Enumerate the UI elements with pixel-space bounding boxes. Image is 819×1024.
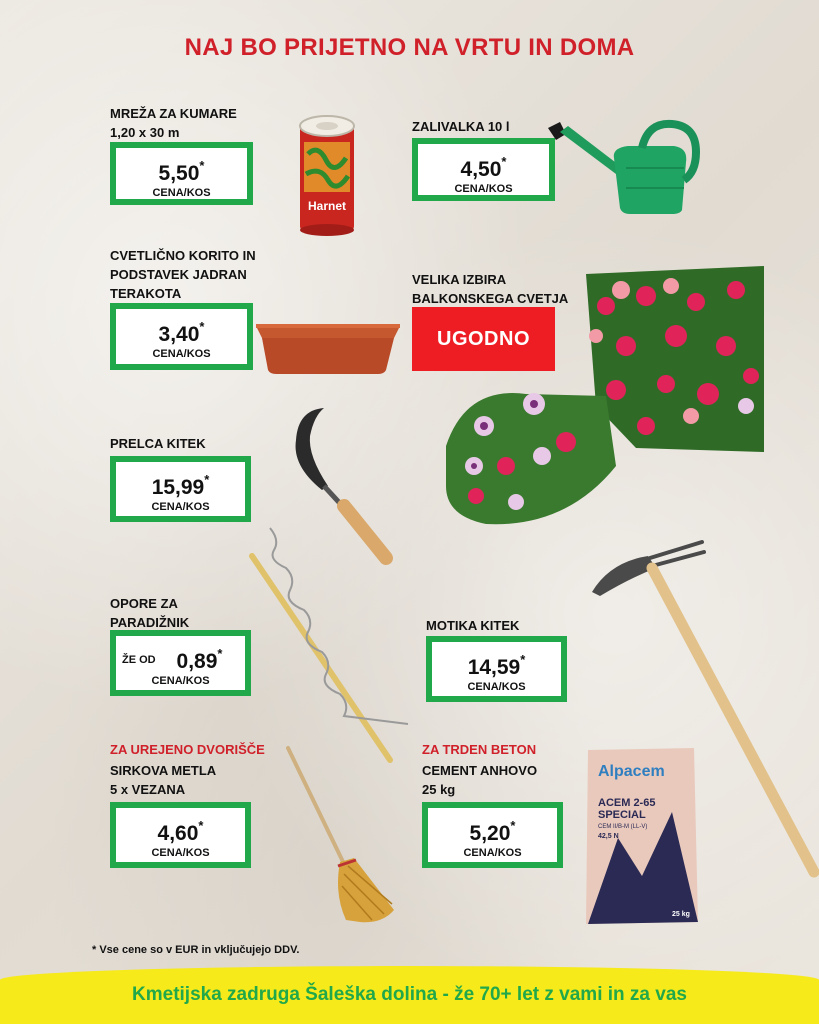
- product-name-line: CVETLIČNO KORITO IN: [110, 248, 256, 263]
- product-name-line: MREŽA ZA KUMARE: [110, 106, 237, 121]
- price-unit: CENA/KOS: [467, 681, 526, 693]
- product-name-line: CEMENT ANHOVO: [422, 763, 538, 778]
- bag-weight-text: 25 kg: [672, 911, 690, 918]
- product-name-cement: [422, 761, 537, 799]
- balcony-flowers-image: [446, 266, 766, 528]
- bag-text: CEM II/B-M (LL-V): [598, 824, 648, 830]
- product-name-korito: [110, 246, 256, 303]
- price-unit: CENA/KOS: [151, 501, 210, 513]
- product-size-line: 1,20 x 30 m: [110, 125, 180, 140]
- price-unit: CENA/KOS: [151, 847, 210, 859]
- price-value: 5,20*: [469, 818, 516, 845]
- price-box-prelca: [110, 456, 251, 522]
- product-name-line: PODSTAVEK JADRAN: [110, 267, 247, 282]
- product-name-kumare: [110, 104, 237, 142]
- bag-brand-text: Alpacem: [598, 763, 665, 780]
- product-name-line: SIRKOVA METLA: [110, 763, 217, 778]
- product-name-line: VELIKA IZBIRA: [412, 272, 507, 287]
- price-value: 5,50*: [158, 158, 205, 185]
- product-name-motika: [426, 616, 519, 635]
- bag-text: 42,5 N: [598, 833, 619, 840]
- section-heading-dvorisce: ZA UREJENO DVORIŠČE: [110, 742, 265, 757]
- price-box-cement: [422, 802, 563, 868]
- product-name-line: ZALIVALKA 10 l: [412, 119, 510, 134]
- price-box-kumare: [110, 142, 253, 205]
- cucumber-net-roll-image: [298, 114, 356, 236]
- product-name-line: 5 x VEZANA: [110, 782, 186, 797]
- deal-badge: UGODNO: [412, 307, 555, 371]
- price-unit: CENA/KOS: [151, 675, 210, 687]
- tomato-stakes-image: [246, 528, 414, 764]
- cement-bag-image: [584, 746, 700, 926]
- price-value: 14,59*: [467, 652, 526, 679]
- bag-text: ACEM 2-65: [598, 797, 656, 809]
- product-name-prelca: [110, 434, 206, 453]
- footer-text: Kmetijska zadruga Šaleška dolina - že 70+ let z vami in za vas: [132, 984, 687, 1005]
- price-value: 3,40*: [158, 319, 205, 346]
- product-name-line: MOTIKA KITEK: [426, 618, 520, 633]
- product-name-opore: [110, 594, 189, 632]
- price-box-zalivalka: [412, 138, 555, 201]
- price-box-metla: [110, 802, 251, 868]
- price-value: 4,60*: [157, 818, 204, 845]
- product-name-line: PARADIŽNIK: [110, 615, 190, 630]
- price-unit: CENA/KOS: [152, 348, 211, 360]
- price-box-opore: [110, 630, 251, 696]
- page-title: NAJ BO PRIJETNO NA VRTU IN DOMA: [184, 34, 635, 61]
- price-unit: CENA/KOS: [454, 183, 513, 195]
- product-name-line: 25 kg: [422, 782, 456, 797]
- watering-can-image: [546, 118, 702, 216]
- bag-text: SPECIAL: [598, 809, 646, 821]
- price-unit: CENA/KOS: [152, 187, 211, 199]
- price-value: 0,89*: [176, 646, 223, 673]
- section-heading-beton: ZA TRDEN BETON: [422, 742, 537, 757]
- price-unit: CENA/KOS: [463, 847, 522, 859]
- price-box-motika: [426, 636, 567, 702]
- flower-box-image: [254, 320, 402, 376]
- price-value: 15,99*: [151, 472, 210, 499]
- broom-image: [284, 744, 400, 924]
- product-name-line: PRELCA KITEK: [110, 436, 206, 451]
- packaging-text: Harnet: [307, 199, 347, 213]
- price-value: 4,50*: [460, 154, 507, 181]
- product-name-line: BALKONSKEGA CVETJA: [412, 291, 569, 306]
- price-prefix: ŽE OD: [122, 654, 156, 666]
- product-name-line: OPORE ZA: [110, 596, 178, 611]
- product-name-metla: [110, 761, 216, 799]
- product-name-line: TERAKOTA: [110, 286, 182, 301]
- vat-footnote: * Vse cene so v EUR in vključujejo DDV.: [92, 944, 300, 956]
- footer-banner: [0, 966, 819, 1024]
- price-box-korito: [110, 303, 253, 370]
- product-name-zalivalka: [412, 117, 510, 136]
